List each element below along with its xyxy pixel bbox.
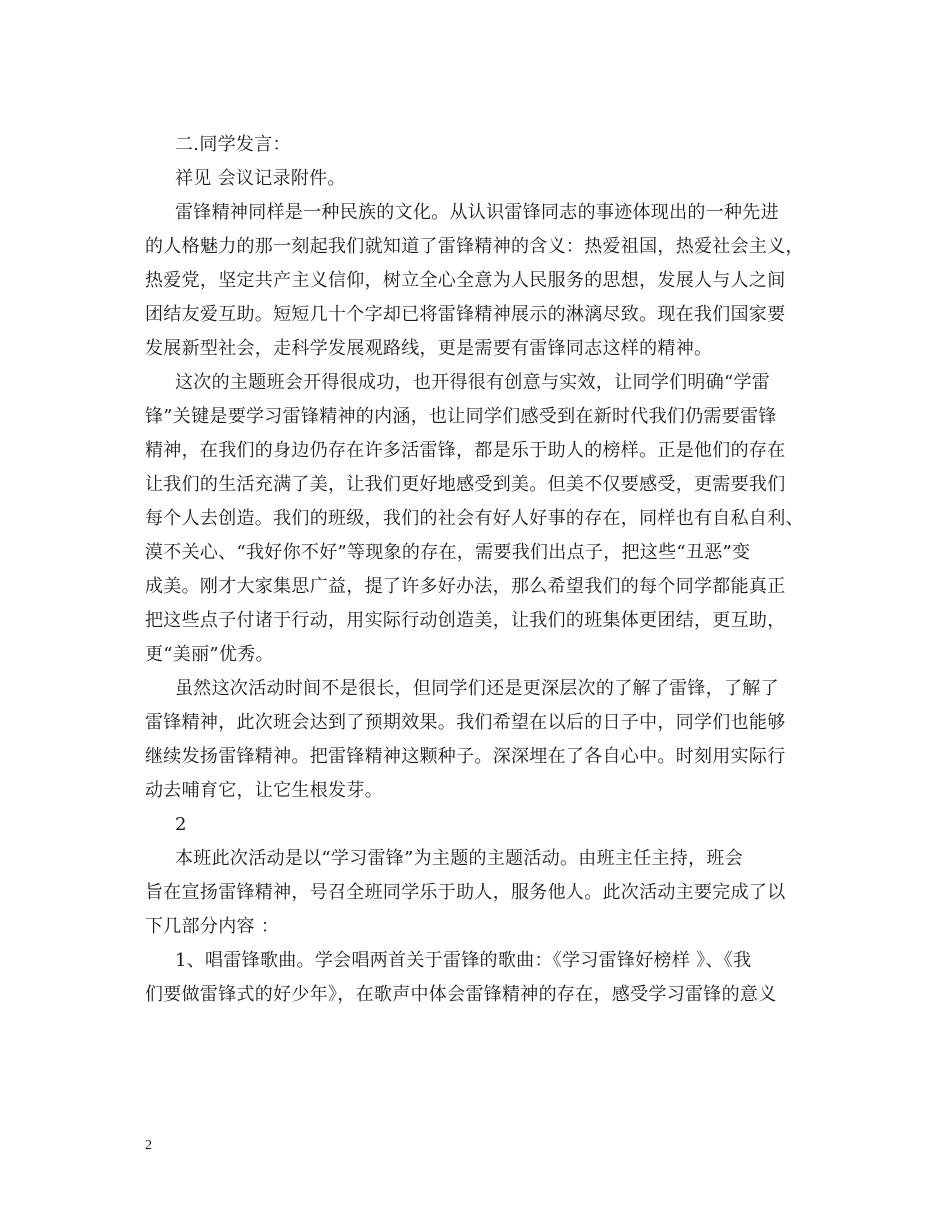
text-line: 把这些点子付诸于行动，用实际行动创造美，让我们的班集体更团结，更互助， (145, 610, 786, 631)
text-line: 锋”关键是要学习雷锋精神的内涵，也让同学们感受到在新时代我们仍需要雷锋 (145, 406, 777, 427)
text-line: 动去哺育它，让它生根发芽。 (145, 780, 383, 801)
text-line: 2 (175, 814, 187, 835)
text-line: 更“美丽”优秀。 (145, 644, 274, 665)
text-line: 1、唱雷锋歌曲。学会唱两首关于雷锋的歌曲：《学习雷锋好榜样 》、《我 (175, 950, 752, 971)
text-line: 精神，在我们的身边仍存在许多活雷锋，都是乐于助人的榜样。正是他们的存在 (145, 440, 786, 461)
text-line: 继续发扬雷锋精神。把雷锋精神这颗种子。深深埋在了各自心中。时刻用实际行 (145, 746, 786, 767)
text-line: 漠不关心、“我好你不好”等现象的存在，需要我们出点子，把这些“丑恶”变 (145, 542, 751, 563)
text-line: 虽然这次活动时间不是很长，但同学们还是更深层次的了解了雷锋，了解了 (175, 678, 779, 699)
text-line: 下几部分内容 ： (145, 916, 280, 937)
text-line: 本班此次活动是以“学习雷锋”为主题的主题活动。由班主任主持，班会 (175, 848, 744, 869)
text-line: 二.同学发言： (175, 134, 291, 155)
text-line: 祥见 会议记录附件。 (175, 168, 346, 189)
text-line: 热爱党，坚定共产主义信仰，树立全心全意为人民服务的思想，发展人与人之间 (145, 270, 786, 291)
text-line: 发展新型社会，走科学发展观路线，更是需要有雷锋同志这样的精神。 (145, 338, 713, 359)
text-line: 团结友爱互助。短短几十个字却已将雷锋精神展示的淋漓尽致。现在我们国家要 (145, 304, 786, 325)
text-line: 每个人去创造。我们的班级，我们的社会有好人好事的存在，同样也有自私自利、 (145, 508, 804, 529)
document-body (145, 128, 810, 1012)
text-line: 的人格魅力的那一刻起我们就知道了雷锋精神的含义：热爱祖国，热爱社会主义， (145, 236, 804, 257)
page-number: 2 (145, 1138, 152, 1153)
text-line: 让我们的生活充满了美，让我们更好地感受到美。但美不仅要感受，更需要我们 (145, 474, 786, 495)
text-line: 雷锋精神同样是一种民族的文化。从认识雷锋同志的事迹体现出的一种先进 (175, 202, 779, 223)
text-line: 们要做雷锋式的好少年》，在歌声中体会雷锋精神的存在，感受学习雷锋的意义 (145, 984, 777, 1005)
text-line: 这次的主题班会开得很成功，也开得很有创意与实效，让同学们明确“学雷 (175, 372, 771, 393)
text-line: 雷锋精神，此次班会达到了预期效果。我们希望在以后的日子中，同学们也能够 (145, 712, 786, 733)
text-line: 成美。刚才大家集思广益，提了许多好办法，那么希望我们的每个同学都能真正 (145, 576, 786, 597)
text-line: 旨在宣扬雷锋精神，号召全班同学乐于助人，服务他人。此次活动主要完成了以 (145, 882, 786, 903)
